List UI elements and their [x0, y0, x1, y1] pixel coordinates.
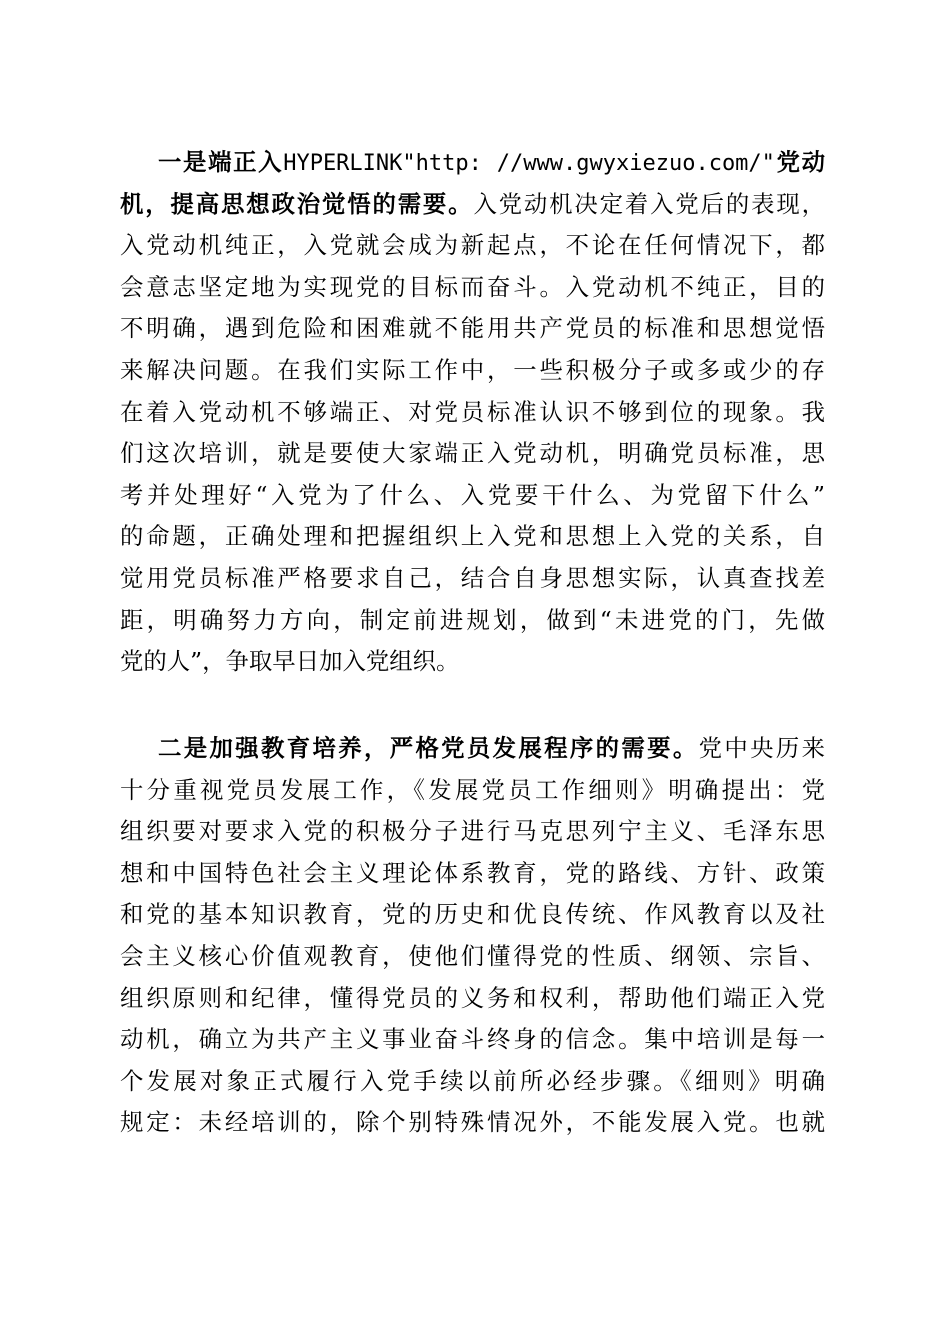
- paragraph-2: [120, 728, 825, 1144]
- paragraph-1-line-7: 在着入党动机不够端正、对党员标准认识不够到位的现象。我: [120, 397, 825, 426]
- paragraph-2-line-9: 个发展对象正式履行入党手续以前所必经步骤。《细则》明确: [120, 1066, 825, 1095]
- paragraph-1-lead-b: 党动: [774, 148, 825, 176]
- paragraph-1-line-8: 们这次培训，就是要使大家端正入党动机，明确党员标准，思: [120, 439, 825, 468]
- paragraph-2-line-1: [120, 728, 825, 770]
- paragraph-1-lead-c: 机，提高思想政治觉悟的需要。: [120, 189, 474, 218]
- paragraph-1-line-2: [120, 184, 825, 226]
- paragraph-1-line-4: 会意志坚定地为实现党的目标而奋斗。入党动机不纯正，目的: [120, 272, 825, 301]
- paragraph-1-line-1: [120, 142, 825, 184]
- paragraph-2-line-7: 组织原则和纪律，懂得党员的义务和权利，帮助他们端正入党: [120, 983, 825, 1012]
- paragraph-1-line-10: 的命题，正确处理和把握组织上入党和思想上入党的关系，自: [120, 522, 825, 551]
- paragraph-2-line-6: 会主义核心价值观教育，使他们懂得党的性质、纲领、宗旨、: [120, 941, 825, 970]
- paragraph-1-line-5: 不明确，遇到危险和困难就不能用共产党员的标准和思想觉悟: [120, 314, 825, 343]
- paragraph-1-line-2-text: 入党动机决定着入党后的表现，: [473, 189, 826, 218]
- paragraph-2-line-2: 十分重视党员发展工作，《发展党员工作细则》明确提出：党: [120, 775, 825, 804]
- paragraph-2-line-3: 组织要对要求入党的积极分子进行马克思列宁主义、毛泽东思: [120, 817, 825, 846]
- paragraph-1-line-6: 来解决问题。在我们实际工作中，一些积极分子或多或少的存: [120, 355, 825, 384]
- paragraph-2-line-1-text: 党中央历来: [698, 734, 826, 762]
- paragraph-1-line-12: 距，明确努力方向，制定前进规划，做到“未进党的门，先做: [120, 605, 825, 634]
- paragraph-2-line-5: 和党的基本知识教育，党的历史和优良传统、作风教育以及社: [120, 900, 825, 929]
- paragraph-1-line-9: 考并处理好“入党为了什么、入党要干什么、为党留下什么”: [120, 480, 825, 509]
- hyperlink-field-code: HYPERLINK"http: //www.gwyxiezuo.com/": [283, 151, 775, 176]
- paragraph-1-line-13: 党的人”，争取早日加入党组织。: [120, 647, 460, 676]
- paragraph-2-line-4: 想和中国特色社会主义理论体系教育，党的路线、方针、政策: [120, 858, 825, 887]
- paragraph-1-line-3: 入党动机纯正，入党就会成为新起点，不论在任何情况下，都: [120, 231, 825, 260]
- paragraph-2-line-10: 规定：未经培训的，除个别特殊情况外，不能发展入党。也就: [120, 1108, 825, 1137]
- paragraph-1: [120, 142, 825, 683]
- paragraph-2-lead: 二是加强教育培养，严格党员发展程序的需要。: [158, 734, 699, 762]
- paragraph-1-lead-a: 一是端正入: [158, 148, 284, 176]
- paragraph-1-line-11: 觉用党员标准严格要求自己，结合自身思想实际，认真查找差: [120, 563, 825, 592]
- paragraph-2-line-8: 动机，确立为共产主义事业奋斗终身的信念。集中培训是每一: [120, 1025, 825, 1054]
